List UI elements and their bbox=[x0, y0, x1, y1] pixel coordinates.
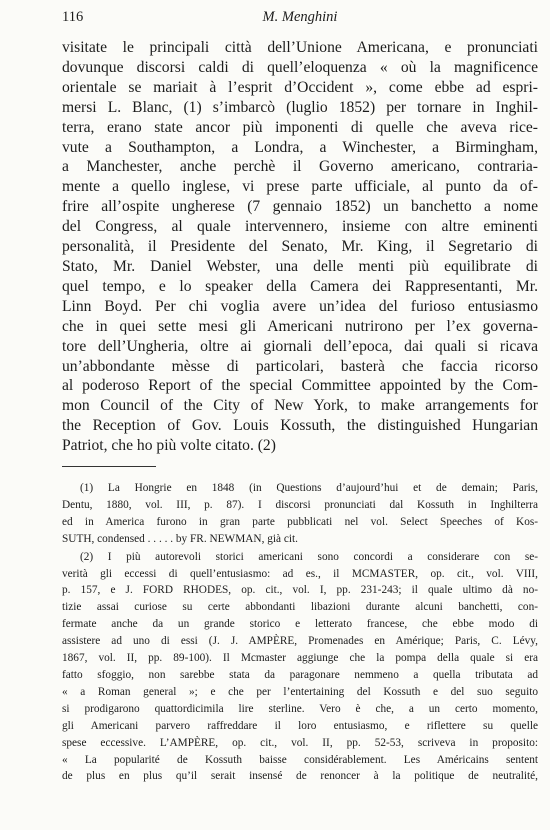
footnote-line: SUTH, condensed . . . . . by FR. NEWMAN, già cit. bbox=[62, 532, 298, 545]
footnote-line: gli Americani parvero raffreddare il loro entusiasmo, e riflettere su quelle bbox=[62, 719, 538, 732]
text-line: frire all’ospite ungherese (7 gennaio 1852) un banchetto a nome bbox=[62, 198, 538, 216]
footnote-line: tizie assai curiose su certe abbondanti libazioni durante alcuni banchetti, con- bbox=[62, 601, 538, 614]
footnote-separator bbox=[62, 466, 156, 467]
page-number: 116 bbox=[62, 9, 84, 25]
text-line: tore dell’Ungheria, oltre ai giornali dell’epoca, dai quali si ricava bbox=[62, 337, 538, 355]
text-line: orientale se mariait à l’esprit d’Occident », come ebbe ad espri- bbox=[62, 78, 538, 96]
text-line: a Manchester, anche perchè il Governo americano, contraria- bbox=[62, 158, 538, 176]
text-line: mente a quello inglese, vi prese parte ufficiale, al punto da of- bbox=[62, 178, 538, 196]
text-line: Patriot, che ho più volte citato. (2) bbox=[62, 437, 276, 455]
footnote-line: si prodigarono quattordicimila lire sterline. Vero è che, a un certo momento, bbox=[62, 702, 538, 715]
footnotes bbox=[62, 480, 538, 785]
text-line: dovunque discorsi caldi di quell’eloquenza « où la magnificence bbox=[62, 58, 538, 76]
footnote-line: assistere ad uno di essi (J. J. AMPÈRE, Promenades en Amérique; Paris, C. Lévy, bbox=[62, 635, 538, 648]
footnote-line: verità gli eccessi di quell’entusiasmo: ad es., il MCMASTER, op. cit., vol. VIII, bbox=[62, 567, 538, 580]
footnote-line: de plus en plus qu’il serait insensé de renoncer à la politique de neutralité, bbox=[62, 770, 538, 783]
text-line: Stato, Mr. Daniel Webster, una delle menti più equilibrate di bbox=[62, 257, 538, 275]
text-line: mon Council of the City of New York, to make arrangements for bbox=[62, 397, 538, 415]
footnote-line: « a Roman general »; e che per l’entertaining del Kossuth e del suo seguito bbox=[62, 685, 538, 698]
footnote-1 bbox=[62, 480, 538, 548]
text-line: del Congress, al quale intervennero, insieme con altre eminenti bbox=[62, 218, 538, 236]
text-line: Linn Boyd. Per chi voglia avere un’idea del furioso entusiasmo bbox=[62, 297, 538, 315]
text-line: the Reception of Gov. Louis Kossuth, the distinguished Hungarian bbox=[62, 417, 538, 435]
text-line: quel tempo, e lo speaker della Camera dei Rappresentanti, Mr. bbox=[62, 277, 538, 295]
running-title: M. Menghini bbox=[262, 9, 338, 25]
text-line: personalità, il Presidente del Senato, Mr. King, il Segretario di bbox=[62, 238, 538, 256]
footnote-line: 1867, vol. II, pp. 89-100). Il Mcmaster aggiunge che la pompa della quale si era bbox=[62, 652, 538, 665]
text-line: visitate le principali città dell’Unione Americana, e pronunciati bbox=[62, 39, 538, 56]
text-line: vute a Southampton, a Londra, a Winchester, a Birmingham, bbox=[62, 138, 538, 156]
footnote-line: ed in America furono in gran parte pubblicati nel vol. Select Speeches of Kos- bbox=[62, 515, 538, 528]
text-line: al poderoso Report of the special Committee appointed by the Com- bbox=[62, 377, 538, 395]
footnote-line: (2) I più autorevoli storici americani sono concordi a considerare con se- bbox=[80, 550, 538, 563]
text-line: un’abbondante mèsse di particolari, basterà che faccia ricorso bbox=[62, 357, 538, 375]
footnote-line: Dentu, 1880, vol. III, p. 87). I discorsi pronunciati dal Kossuth in Inghilterra bbox=[62, 498, 538, 511]
footnote-line: fatto sfoggio, non sarebbe stata da paragonare nemmeno a quella tributata ad bbox=[62, 668, 538, 681]
footnote-line: spese eccessive. L’AMPÈRE, op. cit., vol. II, pp. 52-53, scriveva in proposito: bbox=[62, 736, 538, 749]
footnote-line: (1) La Hongrie en 1848 (in Questions d’aujourd’hui et de demain; Paris, bbox=[80, 482, 538, 494]
text-line: che in quei sette mesi gli Americani nutrirono per l’ex governa- bbox=[62, 317, 538, 335]
footnote-line: fermate anche da un grande storico e letterato francese, che ebbe modo di bbox=[62, 618, 538, 631]
main-text bbox=[62, 38, 538, 456]
footnote-2 bbox=[62, 549, 538, 786]
footnote-line: « La popularité de Kossuth baisse considérablement. Les Américains sentent bbox=[62, 753, 538, 766]
page-header bbox=[62, 6, 538, 28]
footnote-line: p. 157, e J. FORD RHODES, op. cit., vol. I, pp. 231-243; il quale ultimo dà no- bbox=[62, 584, 538, 597]
text-line: mersi L. Blanc, (1) s’imbarcò (luglio 1852) per tornare in Inghil- bbox=[62, 98, 538, 116]
text-line: terra, erano state ancor più imponenti di quelle che aveva rice- bbox=[62, 118, 538, 136]
